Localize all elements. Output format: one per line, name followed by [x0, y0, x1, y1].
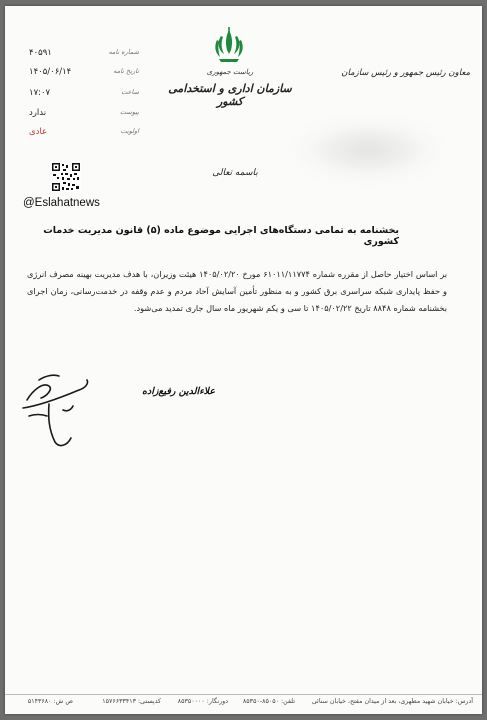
basmala-heading: باسمه تعالی: [212, 168, 258, 178]
letter-footer: [15, 698, 473, 712]
meta-label: شماره نامه: [108, 48, 139, 56]
letter-page: [5, 6, 482, 714]
meta-label: پیوست: [120, 108, 139, 116]
qr-code-icon: [51, 162, 81, 192]
footer-address: آدرس: خیابان شهید مطهری، بعد از میدان مفتح، خیابان سنائی: [311, 698, 473, 705]
organization-name: سازمان اداری و استخدامی کشور: [168, 82, 292, 108]
meta-value: ۱۴۰۵/۰۶/۱۴: [29, 67, 72, 77]
footer-fax: دورنگار: ۸۵۳۵۰۰۰۰: [177, 698, 228, 705]
vice-president-title: معاون رئیس جمهور و رئیس سازمان: [341, 68, 470, 78]
footer-divider: [5, 694, 482, 695]
letter-body: بر اساس اختیار حاصل از مقرره شماره ۶۱۰۱۱/۱۱۷۷۴ مورخ ۱۴۰۵/۰۲/۲۰ هیئت وزیران، با هدف مدیریت بهینه مصرف انرژی و حفظ پایداری شبکه سراسری برق کشور و به منظور تأمین آسایش آحاد مردم و عدم وقفه در خدمت‌رسانی، زمان اجرای بخشنامه شماره ۸۸۴۸ تاریخ ۱۴۰۵/۰۲/۲۲ تا سی و یکم شهریور ماه سال جاری تمدید می‌شود.: [27, 269, 448, 313]
footer-po-box: ص ش: ۵۱۴۳۶۸۰: [27, 698, 73, 705]
meta-value: ۴۰۵۹۱: [29, 48, 52, 58]
footer-postal-code: کدپستی: ۱۵۷۶۶۳۳۴۱۳: [102, 698, 161, 705]
meta-row-date: [19, 67, 139, 83]
meta-label: تاریخ نامه: [113, 67, 139, 75]
meta-label: اولویت: [120, 127, 139, 135]
meta-row-letter-number: [19, 48, 139, 64]
meta-row-time: [19, 88, 139, 104]
presidency-subtitle: ریاست جمهوری: [206, 68, 254, 76]
meta-value: ۱۷:۰۷: [29, 88, 51, 98]
redacted-recipient-area: [293, 118, 443, 182]
meta-row-priority: [19, 127, 139, 143]
meta-label: ساعت: [121, 88, 139, 96]
meta-value: ندارد: [29, 108, 47, 118]
meta-row-attachment: [19, 108, 139, 124]
news-source-handle: @Eslahatnews: [23, 197, 100, 209]
signer-name: علاءالدین رفیع‌زاده: [142, 386, 215, 397]
handwritten-signature-icon: [19, 370, 95, 460]
letter-subject: بخشنامه به تمامی دستگاه‌های اجرایی موضوع ماده (۵) قانون مدیریت خدمات کشوری: [43, 225, 399, 247]
footer-switchboard: تلفن: ۸۵۰۵۰-۸۵۳۵۰: [242, 698, 295, 705]
meta-value: عادی: [29, 127, 48, 137]
iran-emblem-icon: [211, 26, 247, 66]
